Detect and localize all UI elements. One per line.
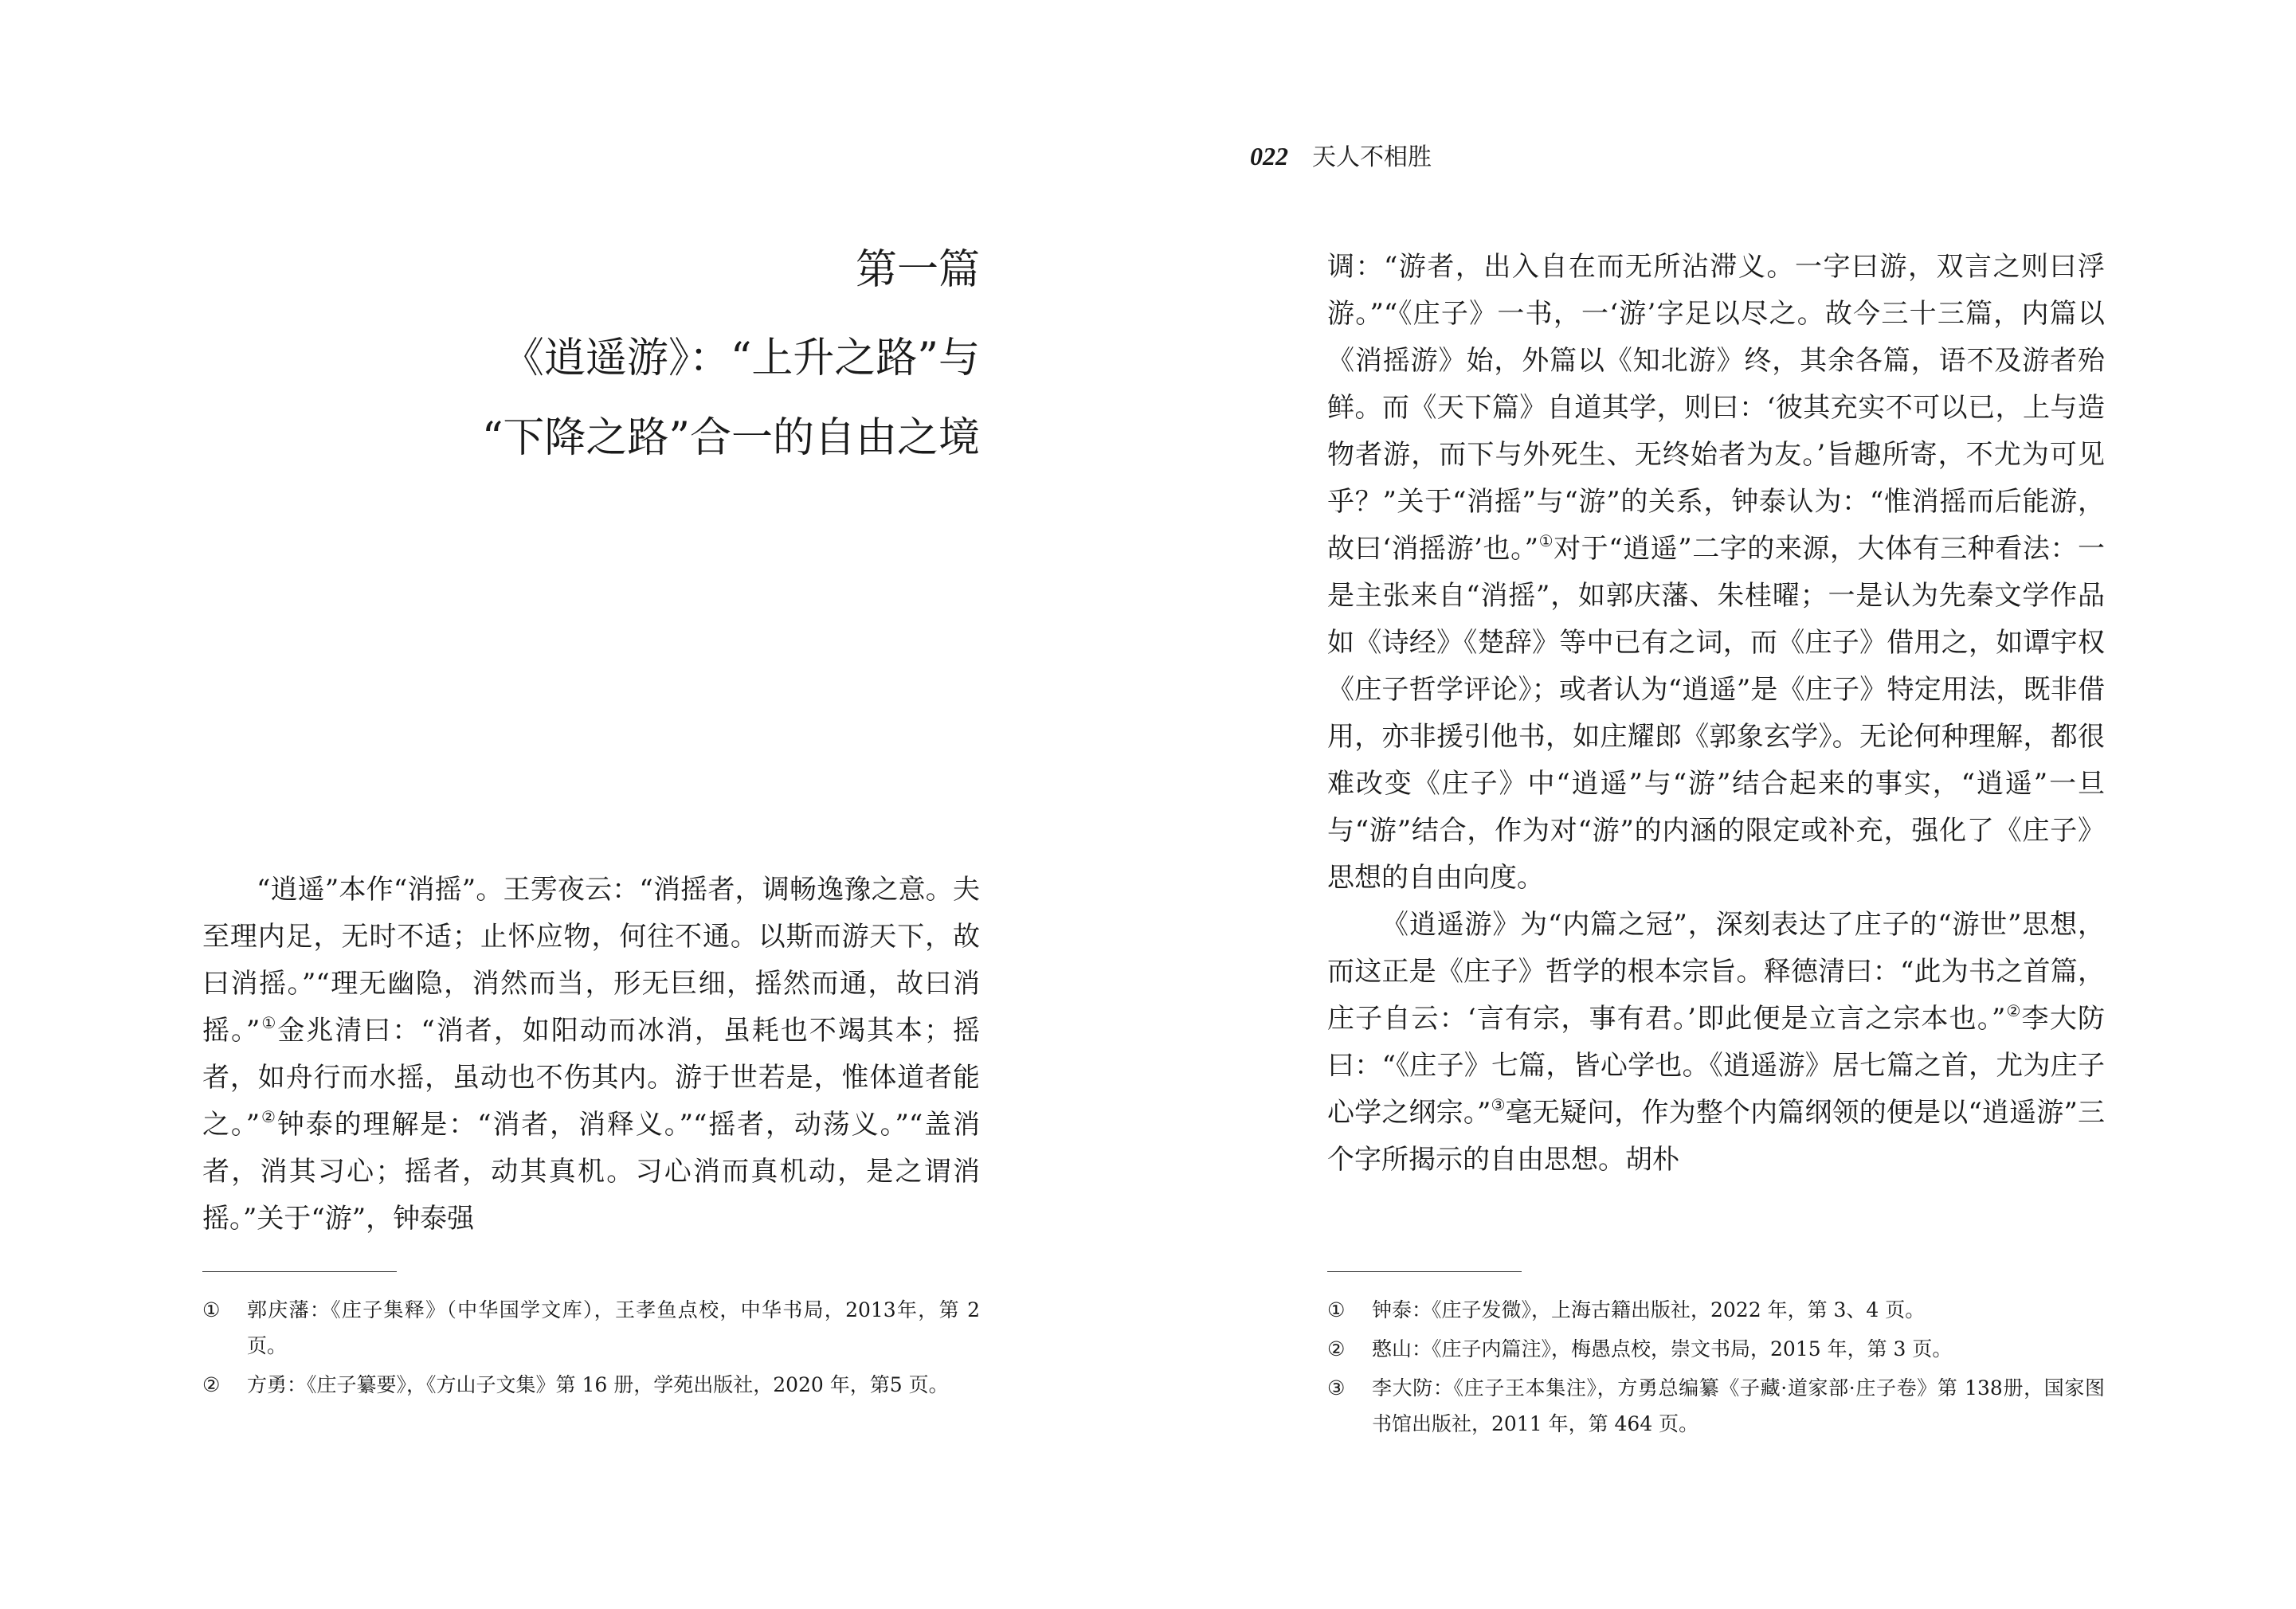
- footnote-marker: ③: [1327, 1376, 1346, 1400]
- body-paragraph: [202, 867, 980, 1243]
- footnote-divider: [202, 1271, 397, 1272]
- footnote-reference-1[interactable]: ①: [260, 1013, 278, 1032]
- footnote-3: [1327, 1370, 2105, 1442]
- body-paragraph: [1327, 244, 2105, 902]
- footnote-2: [1327, 1331, 2105, 1367]
- chapter-heading: [199, 239, 980, 478]
- running-header: [1250, 140, 1432, 174]
- right-page: [1148, 0, 2296, 1609]
- footnote-reference-2[interactable]: ②: [260, 1107, 277, 1126]
- footnote-reference-2[interactable]: ②: [2005, 1001, 2022, 1020]
- running-book-title: 天人不相胜: [1312, 143, 1432, 171]
- footnote-divider: [1327, 1271, 1522, 1272]
- chapter-number: 第一篇: [855, 246, 980, 294]
- footnote-text: 方勇：《庄子纂要》，《方山子文集》第 16 册，学苑出版社，2020 年，第5 页。: [247, 1373, 949, 1396]
- paragraph-text: 李大防曰：“《庄子》七篇，皆心学也。《逍遥游》居七篇之首，尤为庄子心学之纲宗。”: [1327, 1003, 2106, 1129]
- footnote-reference-1[interactable]: ①: [1538, 531, 1554, 550]
- chapter-title-line-1: 《逍遥游》：“上升之路”与: [502, 335, 980, 382]
- body-paragraph: [1327, 902, 2105, 1184]
- paragraph-text: 钟泰的理解是：“消者，消释义。”“摇者，动荡义。”“盖消者，消其习心；摇者，动其真机。习心消而真机动，是之谓消摇。”关于“游”，钟泰强: [202, 1109, 980, 1235]
- footnote-1: [202, 1292, 980, 1364]
- left-footnotes: [202, 1292, 980, 1406]
- paragraph-text: “逍遥”本作“消摇”。王雱夜云：“消摇者，调畅逸豫之意。夫至理内足，无时不适；止怀应物，何往不通。以斯而游天下，故曰消摇。”“理无幽隐，消然而当，形无巨细，摇然而通，故曰消摇。”: [202, 874, 980, 1047]
- chapter-title: [199, 319, 980, 478]
- footnote-marker: ①: [1327, 1298, 1346, 1321]
- footnote-marker: ②: [202, 1373, 221, 1396]
- right-footnotes: [1327, 1292, 2105, 1445]
- footnote-1: [1327, 1292, 2105, 1328]
- left-body-text: [202, 867, 980, 1243]
- paragraph-text: 金兆清曰：“消者，如阳动而冰消，虽耗也不竭其本；摇者，如舟行而水摇，虽动也不伤其内。游于世若是，惟体道者能之。”: [202, 1015, 980, 1141]
- paragraph-text: 调：“游者，出入自在而无所沾滞义。一字曰游，双言之则曰浮游。”“《庄子》一书，一‘游’字足以尽之。故今三十三篇，内篇以《消摇游》始，外篇以《知北游》终，其余各篇，语不及游者殆鲜。而《天下篇》自道其学，则曰：‘彼其充实不可以已，上与造物者游，而下与外死生、无终始者为友。’旨趣所寄，不尤为可见乎？”关于“消摇”与“游”的关系，钟泰认为：“惟消摇而后能游，故曰‘消摇游’也。”: [1327, 251, 2105, 565]
- footnote-text: 郭庆藩：《庄子集释》（中华国学文库），王孝鱼点校，中华书局，2013年，第 2 页。: [247, 1298, 980, 1357]
- footnote-marker: ②: [1327, 1337, 1346, 1360]
- paragraph-text: 毫无疑问，作为整个内篇纲领的便是以“逍遥游”三个字所揭示的自由思想。胡朴: [1327, 1097, 2106, 1176]
- footnote-marker: ①: [202, 1298, 221, 1321]
- paragraph-text: 《逍遥游》为“内篇之冠”，深刻表达了庄子的“游世”思想，而这正是《庄子》哲学的根本宗旨。释德清曰：“此为书之首篇，庄子自云：‘言有宗，事有君。’即此便是立言之宗本也。”: [1327, 909, 2105, 1035]
- footnote-2: [202, 1367, 980, 1403]
- footnote-reference-3[interactable]: ③: [1491, 1095, 1506, 1114]
- footnote-text: 李大防：《庄子王本集注》，方勇总编纂《子藏·道家部·庄子卷》第 138册，国家图书馆出版社，2011 年，第 464 页。: [1372, 1376, 2105, 1435]
- page-number: 022: [1250, 142, 1288, 170]
- right-body-text: [1327, 244, 2105, 1184]
- paragraph-text: 对于“逍遥”二字的来源，大体有三种看法：一是主张来自“消摇”，如郭庆藩、朱桂曜；一是认为先秦文学作品如《诗经》《楚辞》等中已有之词，而《庄子》借用之，如谭宇权《庄子哲学评论》；或者认为“逍遥”是《庄子》特定用法，既非借用，亦非援引他书，如庄耀郎《郭象玄学》。无论何种理解，都很难改变《庄子》中“逍遥”与“游”结合起来的事实，“逍遥”一旦与“游”结合，作为对“游”的内涵的限定或补充，强化了《庄子》思想的自由向度。: [1327, 533, 2105, 894]
- chapter-title-line-2: “下降之路”合一的自由之境: [481, 414, 980, 462]
- footnote-text: 憨山：《庄子内篇注》，梅愚点校，崇文书局，2015 年，第 3 页。: [1372, 1337, 1953, 1360]
- footnote-text: 钟泰：《庄子发微》，上海古籍出版社，2022 年，第 3、4 页。: [1372, 1298, 1926, 1321]
